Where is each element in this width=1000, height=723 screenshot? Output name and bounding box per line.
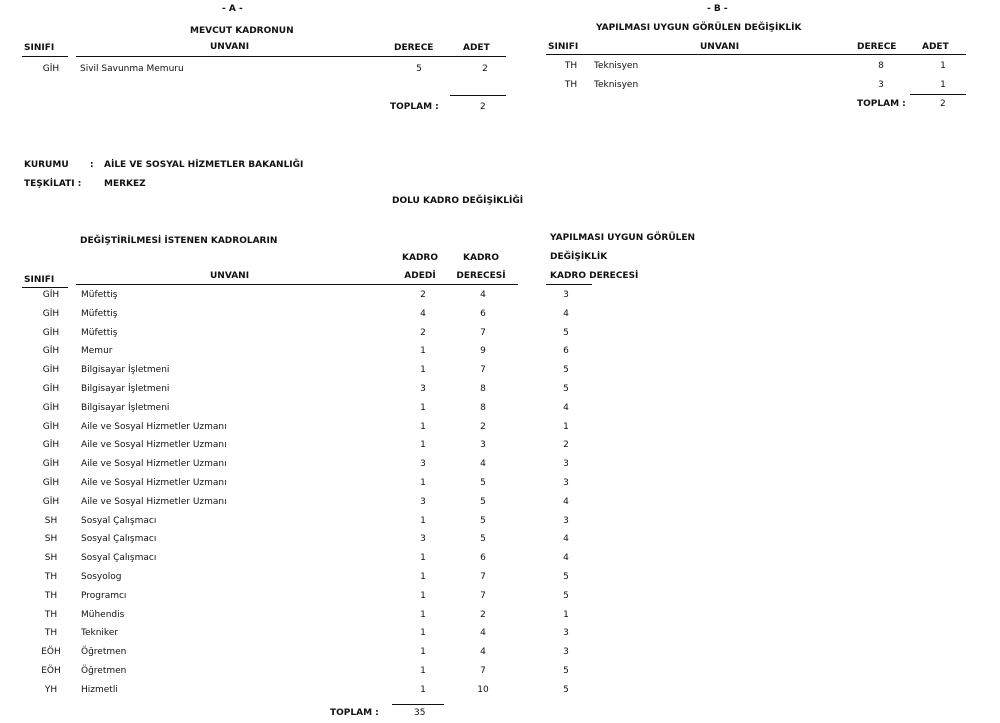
cell-unvani: Aile ve Sosyal Hizmetler Uzmanı [81, 440, 227, 451]
section-a-header-rule [76, 56, 506, 57]
cell-unvani: Aile ve Sosyal Hizmetler Uzmanı [81, 496, 227, 507]
cell-derecesi: 4 [480, 647, 486, 658]
cell-unvani: Aile ve Sosyal Hizmetler Uzmanı [81, 478, 227, 488]
cell-sinifi: TH [44, 628, 58, 639]
cell-unvani: Sosyal Çalışmacı [81, 515, 157, 526]
cell-adedi: 1 [420, 647, 426, 658]
cell-adedi: 1 [420, 365, 426, 376]
cell-derecesi: 5 [480, 478, 486, 488]
section-a-marker: - A - [222, 4, 243, 14]
cell-yeni-derece: 5 [563, 365, 569, 376]
cell-sinifi: GİH [42, 421, 60, 432]
cell-adedi: 3 [420, 496, 426, 507]
cell-yeni-derece: 3 [563, 478, 569, 488]
cell-unvani: Bilgisayar İşletmeni [81, 402, 170, 413]
table-row [0, 666, 1000, 682]
cell-unvani: Mühendis [81, 609, 125, 620]
cell-derecesi: 7 [480, 590, 486, 601]
cell-unvani: Aile ve Sosyal Hizmetler Uzmanı [81, 421, 227, 432]
teskilati-value: MERKEZ [104, 179, 146, 189]
cell-derecesi: 8 [480, 384, 486, 394]
table-row [0, 647, 1000, 663]
cell-derecesi: 4 [480, 459, 486, 470]
cell-derecesi: 5 [480, 496, 486, 507]
cell-adedi: 3 [420, 459, 426, 470]
cell-adet: 1 [940, 80, 946, 90]
cell-adedi: 1 [420, 553, 426, 564]
cell-sinifi: TH [44, 590, 58, 601]
main-total-rule [392, 704, 444, 705]
main-header-rule [76, 284, 518, 285]
cell-unvani: Sivil Savunma Memuru [80, 64, 184, 74]
cell-adet: 1 [940, 61, 946, 71]
table-row [0, 365, 1000, 381]
cell-yeni-derece: 5 [563, 327, 569, 338]
cell-derecesi: 10 [477, 684, 489, 695]
kurumu-label: KURUMU [24, 160, 69, 170]
cell-sinifi: SH [44, 515, 58, 526]
cell-yeni-derece: 2 [563, 440, 569, 451]
cell-derecesi: 6 [480, 553, 486, 564]
cell-unvani: Bilgisayar İşletmeni [81, 384, 170, 394]
cell-adedi: 1 [420, 478, 426, 488]
cell-yeni-derece: 4 [563, 496, 569, 507]
main-col-adet-1: KADRO [402, 253, 438, 263]
section-a-col-adet: ADET [463, 43, 490, 53]
section-b-header-rule [546, 54, 966, 55]
cell-yeni-derece: 3 [563, 515, 569, 526]
cell-sinifi: GİH [42, 384, 60, 394]
cell-unvani: Hizmetli [81, 684, 118, 695]
cell-yeni-derece: 3 [563, 647, 569, 658]
cell-yeni-derece: 4 [563, 402, 569, 413]
cell-sinifi: GİH [42, 64, 60, 74]
table-row [0, 572, 1000, 588]
cell-derecesi: 5 [480, 515, 486, 526]
table-row [0, 478, 1000, 494]
cell-unvani: Teknisyen [594, 61, 639, 71]
cell-yeni-derece: 6 [563, 346, 569, 357]
cell-adedi: 1 [420, 572, 426, 582]
cell-yeni-derece: 4 [563, 308, 569, 319]
cell-adedi: 1 [420, 609, 426, 620]
cell-sinifi: SH [44, 534, 58, 545]
section-b-title: YAPILMASI UYGUN GÖRÜLEN DEĞİŞİKLİK [596, 23, 802, 33]
cell-yeni-derece: 5 [563, 572, 569, 582]
cell-yeni-derece: 3 [563, 628, 569, 639]
cell-unvani: Müfettiş [81, 290, 118, 300]
cell-adedi: 1 [420, 402, 426, 413]
table-row [0, 516, 1000, 532]
teskilati-label: TEŞKİLATI : [24, 179, 82, 189]
cell-derecesi: 4 [480, 628, 486, 639]
cell-sinifi: GİH [42, 327, 60, 338]
cell-unvani: Memur [81, 346, 113, 357]
cell-unvani: Tekniker [81, 628, 119, 639]
cell-derecesi: 6 [480, 308, 486, 319]
cell-unvani: Öğretmen [81, 647, 127, 658]
cell-derecesi: 4 [480, 290, 486, 300]
cell-yeni-derece: 4 [563, 534, 569, 545]
cell-unvani: Müfettiş [81, 308, 118, 319]
section-a-col-sinifi: SINIFI [24, 43, 55, 53]
cell-derecesi: 2 [480, 421, 486, 432]
cell-sinifi: EÖH [41, 666, 61, 676]
section-b-col-derece: DERECE [857, 42, 897, 52]
section-b-total-rule [910, 94, 966, 95]
cell-sinifi: GİH [42, 290, 60, 300]
table-row [0, 610, 1000, 626]
table-row [0, 440, 1000, 456]
table-row [0, 591, 1000, 607]
main-col-derece-1: KADRO [463, 253, 499, 263]
cell-adedi: 2 [420, 327, 426, 338]
cell-unvani: Sosyal Çalışmacı [81, 534, 157, 545]
cell-derece: 3 [878, 80, 884, 90]
cell-unvani: Bilgisayar İşletmeni [81, 365, 170, 376]
cell-unvani: Sosyolog [81, 572, 122, 582]
main-total-label: TOPLAM : [330, 708, 379, 718]
cell-adedi: 1 [420, 666, 426, 676]
cell-adedi: 1 [420, 628, 426, 639]
section-a-title: MEVCUT KADRONUN [190, 26, 294, 36]
cell-adedi: 2 [420, 290, 426, 300]
cell-adet: 2 [482, 64, 488, 74]
cell-adedi: 1 [420, 440, 426, 451]
section-a-total-value: 2 [480, 102, 486, 112]
cell-sinifi: GİH [42, 365, 60, 376]
table-row [0, 459, 1000, 475]
section-a-header-rule-sinifi [22, 56, 68, 57]
cell-sinifi: GİH [42, 478, 60, 488]
table-row [0, 309, 1000, 325]
cell-unvani: Aile ve Sosyal Hizmetler Uzmanı [81, 459, 227, 470]
main-title: DOLU KADRO DEĞİŞİKLİĞİ [392, 196, 524, 206]
kurumu-value: AİLE VE SOSYAL HİZMETLER BAKANLIĞI [104, 160, 304, 170]
table-row [0, 534, 1000, 550]
table-row [0, 328, 1000, 344]
cell-adedi: 1 [420, 421, 426, 432]
cell-yeni-derece: 5 [563, 666, 569, 676]
cell-adedi: 4 [420, 308, 426, 319]
cell-sinifi: GİH [42, 440, 60, 451]
cell-derecesi: 7 [480, 327, 486, 338]
cell-adedi: 3 [420, 384, 426, 394]
section-b-total-value: 2 [940, 99, 946, 109]
cell-yeni-derece: 5 [563, 384, 569, 394]
cell-derecesi: 9 [480, 346, 486, 357]
cell-sinifi: EÖH [41, 647, 61, 658]
cell-sinifi: GİH [42, 402, 60, 413]
table-row [0, 628, 1000, 644]
cell-unvani: Sosyal Çalışmacı [81, 553, 157, 564]
table-row [0, 346, 1000, 362]
cell-adedi: 1 [420, 515, 426, 526]
cell-derecesi: 7 [480, 666, 486, 676]
cell-derecesi: 3 [480, 440, 486, 451]
section-b-col-adet: ADET [922, 42, 949, 52]
cell-adedi: 3 [420, 534, 426, 545]
cell-sinifi: TH [44, 572, 58, 582]
section-a-col-unvani: UNVANI [210, 42, 250, 52]
main-total-value: 35 [414, 708, 426, 718]
cell-sinifi: GİH [42, 496, 60, 507]
table-row [0, 497, 1000, 513]
section-b-total-label: TOPLAM : [857, 99, 906, 109]
cell-unvani: Öğretmen [81, 666, 127, 676]
table-row [0, 553, 1000, 569]
cell-derecesi: 2 [480, 609, 486, 620]
main-right-heading-rule [546, 284, 592, 285]
cell-yeni-derece: 1 [563, 421, 569, 432]
table-row [0, 422, 1000, 438]
main-col-adet-2: ADEDİ [404, 271, 436, 281]
cell-sinifi: GİH [42, 308, 60, 319]
cell-sinifi: YH [44, 684, 58, 695]
cell-unvani: Programcı [81, 590, 127, 601]
table-row [0, 61, 1000, 77]
cell-sinifi: SH [44, 553, 58, 564]
section-b-col-unvani: UNVANI [700, 42, 740, 52]
main-header-rule-sinifi [22, 287, 68, 288]
section-a-col-derece: DERECE [394, 43, 434, 53]
table-row [0, 290, 1000, 306]
main-col-unvani: UNVANI [210, 271, 250, 281]
cell-derece: 8 [878, 61, 884, 71]
table-row [0, 403, 1000, 419]
cell-sinifi: GİH [42, 346, 60, 357]
cell-yeni-derece: 3 [563, 459, 569, 470]
cell-yeni-derece: 3 [563, 290, 569, 300]
main-col-sinifi: SINIFI [24, 275, 55, 285]
main-right-heading-2: DEĞİŞİKLİK [550, 252, 608, 262]
cell-sinifi: GİH [42, 459, 60, 470]
cell-yeni-derece: 1 [563, 609, 569, 620]
cell-yeni-derece: 4 [563, 553, 569, 564]
cell-sinifi: TH [564, 80, 578, 90]
cell-sinifi: TH [564, 61, 578, 71]
cell-unvani: Müfettiş [81, 327, 118, 338]
section-a-total-label: TOPLAM : [390, 102, 439, 112]
main-col-derece-2: DERECESİ [456, 271, 506, 281]
cell-derecesi: 7 [480, 572, 486, 582]
section-b-col-sinifi: SINIFI [548, 42, 579, 52]
cell-sinifi: TH [44, 609, 58, 620]
cell-derece: 5 [416, 64, 422, 74]
cell-unvani: Teknisyen [594, 80, 639, 90]
cell-adedi: 1 [420, 590, 426, 601]
cell-yeni-derece: 5 [563, 590, 569, 601]
cell-derecesi: 5 [480, 534, 486, 545]
cell-yeni-derece: 5 [563, 684, 569, 695]
table-row [0, 685, 1000, 701]
main-right-heading-3: KADRO DERECESİ [550, 271, 639, 281]
table-row [0, 80, 1000, 96]
cell-adedi: 1 [420, 684, 426, 695]
cell-derecesi: 7 [480, 365, 486, 376]
table-row [0, 384, 1000, 400]
kurumu-colon: : [90, 160, 94, 170]
cell-derecesi: 8 [480, 402, 486, 413]
main-left-heading: DEĞİŞTİRİLMESİ İSTENEN KADROLARIN [80, 236, 278, 246]
section-b-marker: - B - [707, 4, 728, 14]
cell-adedi: 1 [420, 346, 426, 357]
main-right-heading-1: YAPILMASI UYGUN GÖRÜLEN [550, 233, 696, 243]
